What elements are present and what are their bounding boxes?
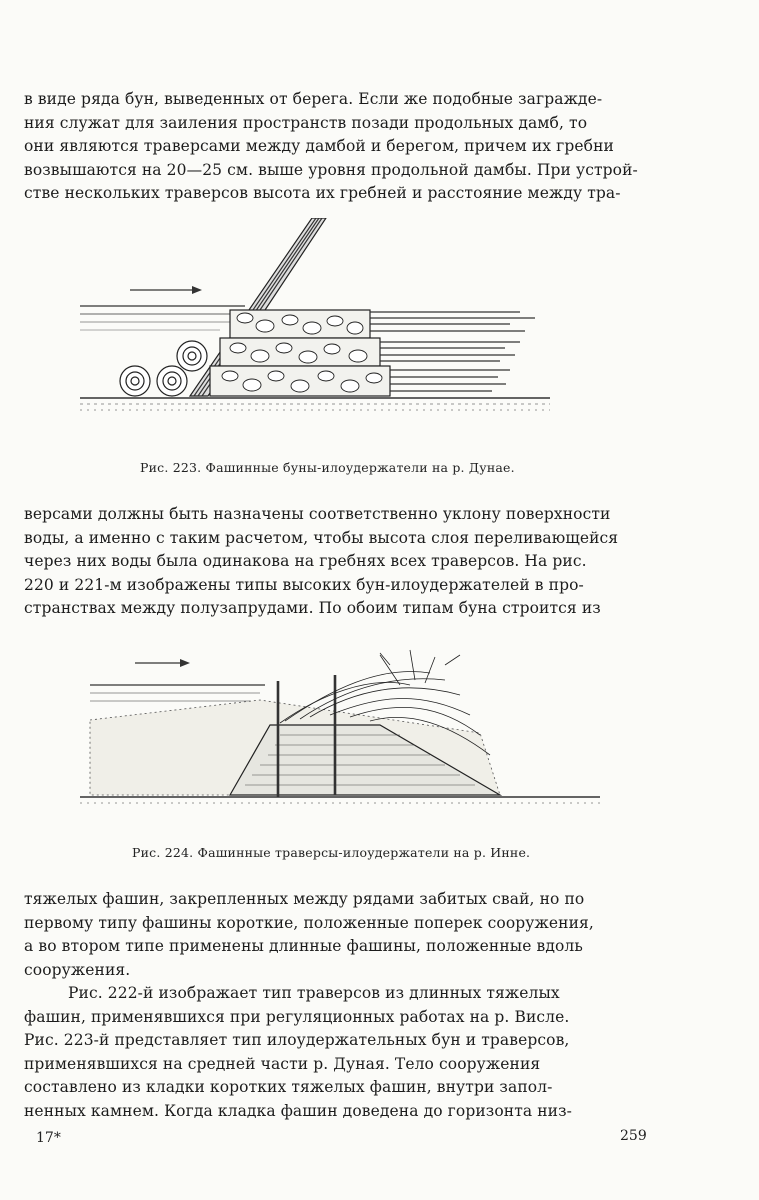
text-block-2 <box>24 503 669 621</box>
text-block-1 <box>24 88 669 206</box>
figure-224-illustration <box>80 645 640 825</box>
text-line: они являются траверсами между дамбой и берегом, причем их гребни <box>24 137 614 156</box>
figure-224-caption: Рис. 224. Фашинные траверсы-илоудержатели на р. Инне. <box>132 845 531 860</box>
figure-223-caption: Рис. 223. Фашинные буны-илоудержатели на р. Дунае. <box>140 460 515 475</box>
text-line: воды, а именно с таким расчетом, чтобы высота слоя переливающейся <box>24 528 619 547</box>
text-line: тяжелых фашин, закрепленных между рядами забитых свай, но по <box>24 890 585 908</box>
text-block-3 <box>24 888 669 982</box>
text-line: а во втором типе применены длинные фашины, положенные вдоль <box>24 937 583 956</box>
text-line: применявшихся на средней части р. Дуная. Тело сооружения <box>24 1054 541 1073</box>
text-line: версами должны быть назначены соответственно уклону поверхности <box>24 505 611 523</box>
page-number: 259 <box>620 1128 647 1144</box>
text-line: через них воды была одинакова на гребнях всех траверсов. На рис. <box>24 552 587 571</box>
text-line: фашин, применявшихся при регуляционных работах на р. Висле. <box>24 1007 570 1026</box>
text-line: Рис. 223-й представляет тип илоудержательных бун и траверсов, <box>24 1031 570 1050</box>
text-line: стве нескольких траверсов высота их гребней и расстояние между тра- <box>24 184 621 203</box>
text-line: 220 и 221-м изображены типы высоких бун-илоудержателей в про- <box>24 575 584 594</box>
signature-mark: 17* <box>36 1130 61 1146</box>
text-block-4 <box>24 982 669 1124</box>
text-line: возвышаются на 20—25 см. выше уровня продольной дамбы. При устрой- <box>24 160 638 179</box>
figure-223-illustration <box>80 218 640 424</box>
text-line: сооружения. <box>24 960 131 979</box>
text-line: ненных камнем. Когда кладка фашин доведена до горизонта низ- <box>24 1101 572 1120</box>
text-line: странствах между полузапрудами. По обоим типам буна строится из <box>24 599 601 618</box>
text-line: ния служат для заиления пространств позади продольных дамб, то <box>24 113 588 132</box>
text-line: Рис. 222-й изображает тип траверсов из длинных тяжелых <box>68 984 560 1002</box>
text-line: составлено из кладки коротких тяжелых фашин, внутри запол- <box>24 1078 553 1097</box>
text-line: в виде ряда бун, выведенных от берега. Если же подобные загражде- <box>24 90 603 108</box>
text-line: первому типу фашины короткие, положенные поперек сооружения, <box>24 913 594 932</box>
